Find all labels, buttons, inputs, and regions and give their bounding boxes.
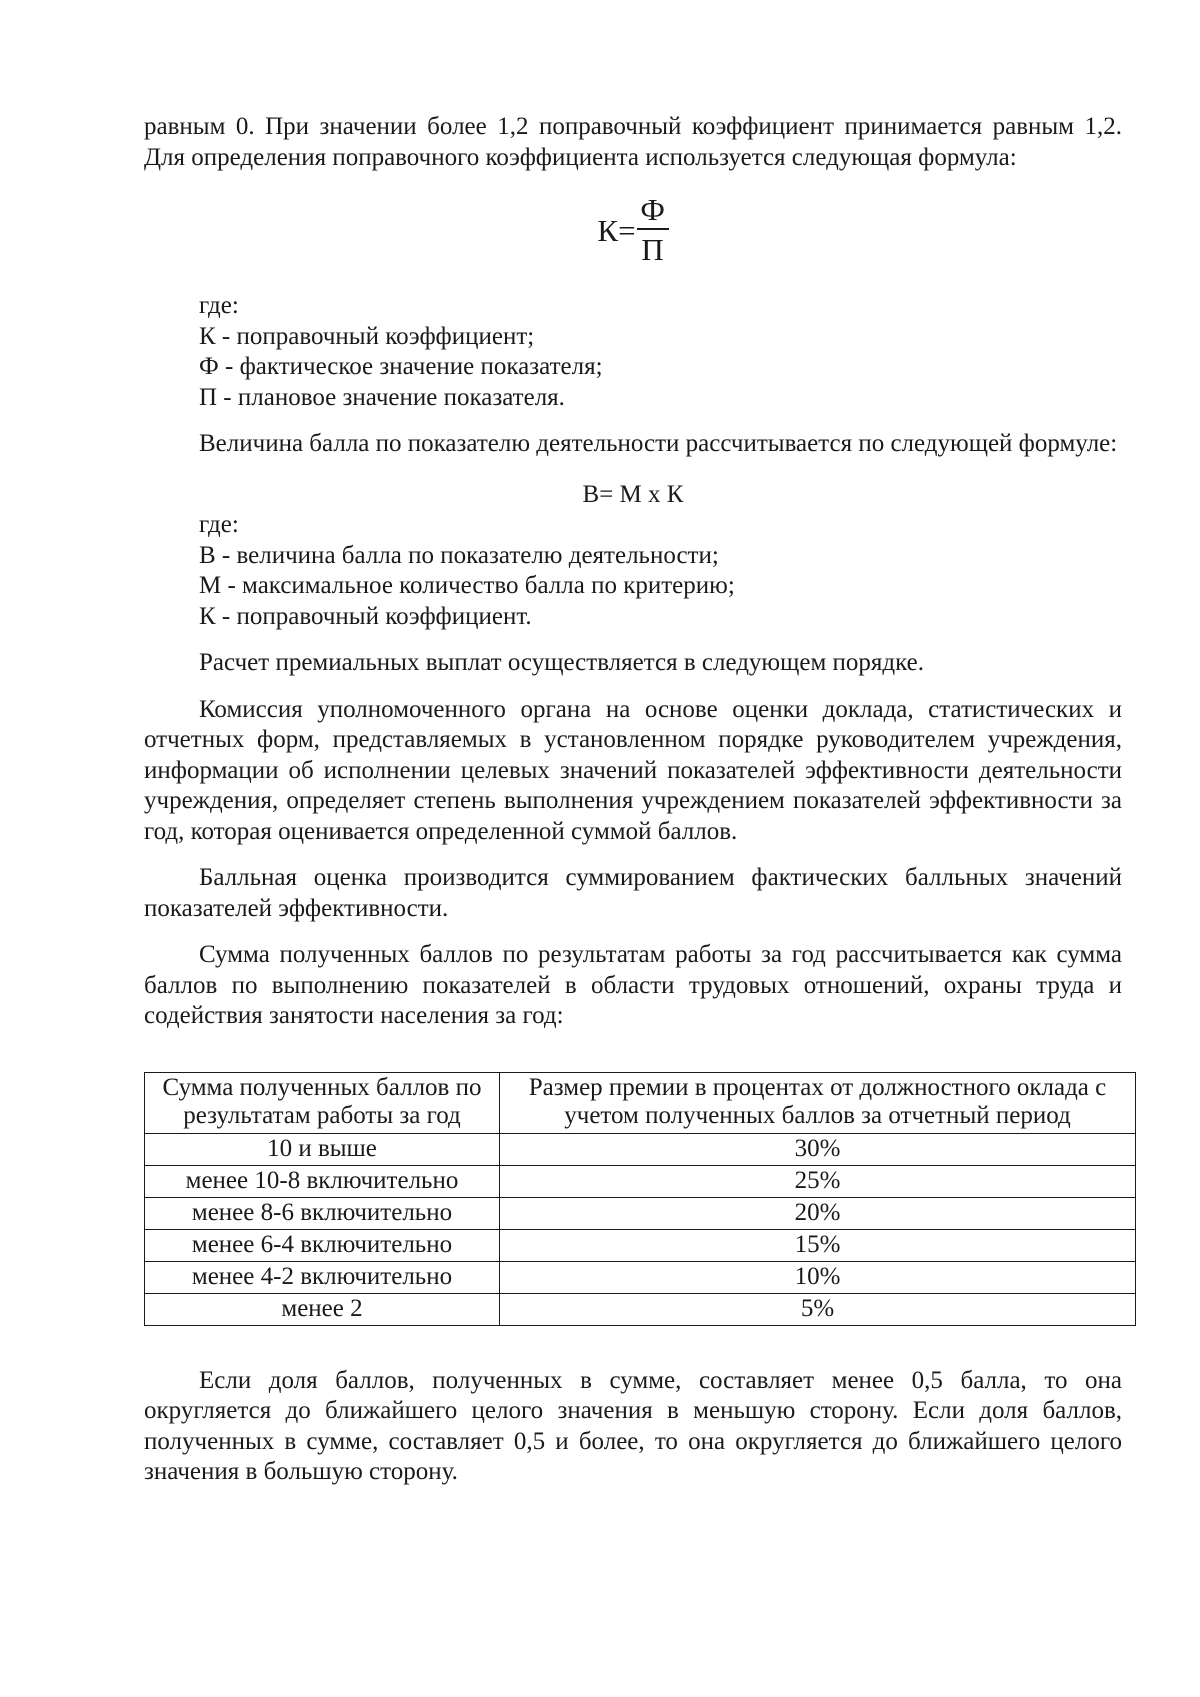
premium-percent-cell: 20% xyxy=(500,1197,1136,1229)
rating-paragraph: Балльная оценка производится суммированием фактических балльных значений показателей эффективности. xyxy=(144,864,1122,922)
definition-line: М - максимальное количество балла по критерию; xyxy=(199,572,735,599)
definition-line: Ф - фактическое значение показателя; xyxy=(199,353,603,380)
table-row xyxy=(145,1261,1136,1293)
score-paragraph: Величина балла по показателю деятельности рассчитывается по следующей формуле: xyxy=(199,430,1118,457)
formula1-definitions xyxy=(144,291,1122,413)
intro-paragraph: равным 0. При значении более 1,2 поправочный коэффициент принимается равным 1,2. Для определения поправочного коэффициента используется следующая формула: xyxy=(144,113,1122,171)
premium-percent-cell: 30% xyxy=(500,1133,1136,1165)
score-range-cell: менее 2 xyxy=(145,1293,500,1325)
header-premium-size: Размер премии в процентах от должностного оклада с учетом полученных баллов за отчетный период xyxy=(500,1072,1136,1133)
table-row xyxy=(145,1197,1136,1229)
premium-percent-cell: 10% xyxy=(500,1261,1136,1293)
document-page xyxy=(144,112,1122,1488)
formula-denominator: П xyxy=(641,232,664,267)
commission-paragraph: Комиссия уполномоченного органа на основе оценки доклада, статистических и отчетных форм, представляемых в установленном порядке руководителем учреждения, информации об исполнении целевых значений показателей эффективности деятельности учреждения, определяет степень выполнения учреждением показателей эффективности за год, которая оценивается определенной суммой баллов. xyxy=(144,695,1122,845)
table-row xyxy=(145,1293,1136,1325)
formula-lhs: К= xyxy=(597,212,636,248)
score-range-cell: менее 10-8 включительно xyxy=(145,1165,500,1197)
coefficient-formula xyxy=(144,187,1122,275)
table-header-row xyxy=(145,1072,1136,1133)
definition-line: К - поправочный коэффициент. xyxy=(199,602,532,630)
score-range-cell: 10 и выше xyxy=(145,1133,500,1165)
premium-percent-cell: 15% xyxy=(500,1229,1136,1261)
table-row xyxy=(145,1133,1136,1165)
score-range-cell: менее 4-2 включительно xyxy=(145,1261,500,1293)
score-range-cell: менее 6-4 включительно xyxy=(145,1229,500,1261)
formula-numerator: Ф xyxy=(640,192,665,227)
formula-fraction xyxy=(637,192,669,270)
score-formula: В= М х К xyxy=(582,480,684,508)
table-row xyxy=(145,1165,1136,1197)
premium-percent-cell: 5% xyxy=(500,1293,1136,1325)
definition-line: где: xyxy=(199,511,239,538)
table-row xyxy=(145,1229,1136,1261)
definition-line: В - величина балла по показателю деятельности; xyxy=(199,541,719,569)
sum-paragraph: Сумма полученных баллов по результатам работы за год рассчитывается как сумма баллов по выполнению показателей в области трудовых отношений, охраны труда и содействия занятости населения за год: xyxy=(144,941,1122,1029)
formula2-definitions xyxy=(144,510,1122,632)
premium-percent-cell: 25% xyxy=(500,1165,1136,1197)
definition-line: П - плановое значение показателя. xyxy=(199,383,565,411)
definition-line: где: xyxy=(199,292,239,319)
rounding-paragraph: Если доля баллов, полученных в сумме, составляет менее 0,5 балла, то она округляется до ближайшего целого значения в меньшую сторону. Если доля баллов, полученных в сумме, составляет 0,5 и более, то она округляется до ближайшего целого значения в большую сторону. xyxy=(144,1366,1122,1485)
definition-line: К - поправочный коэффициент; xyxy=(199,322,535,350)
calc-paragraph: Расчет премиальных выплат осуществляется в следующем порядке. xyxy=(199,649,924,676)
premium-table xyxy=(144,1072,1136,1326)
score-range-cell: менее 8-6 включительно xyxy=(145,1197,500,1229)
header-score-sum: Сумма полученных баллов по результатам работы за год xyxy=(145,1072,500,1133)
